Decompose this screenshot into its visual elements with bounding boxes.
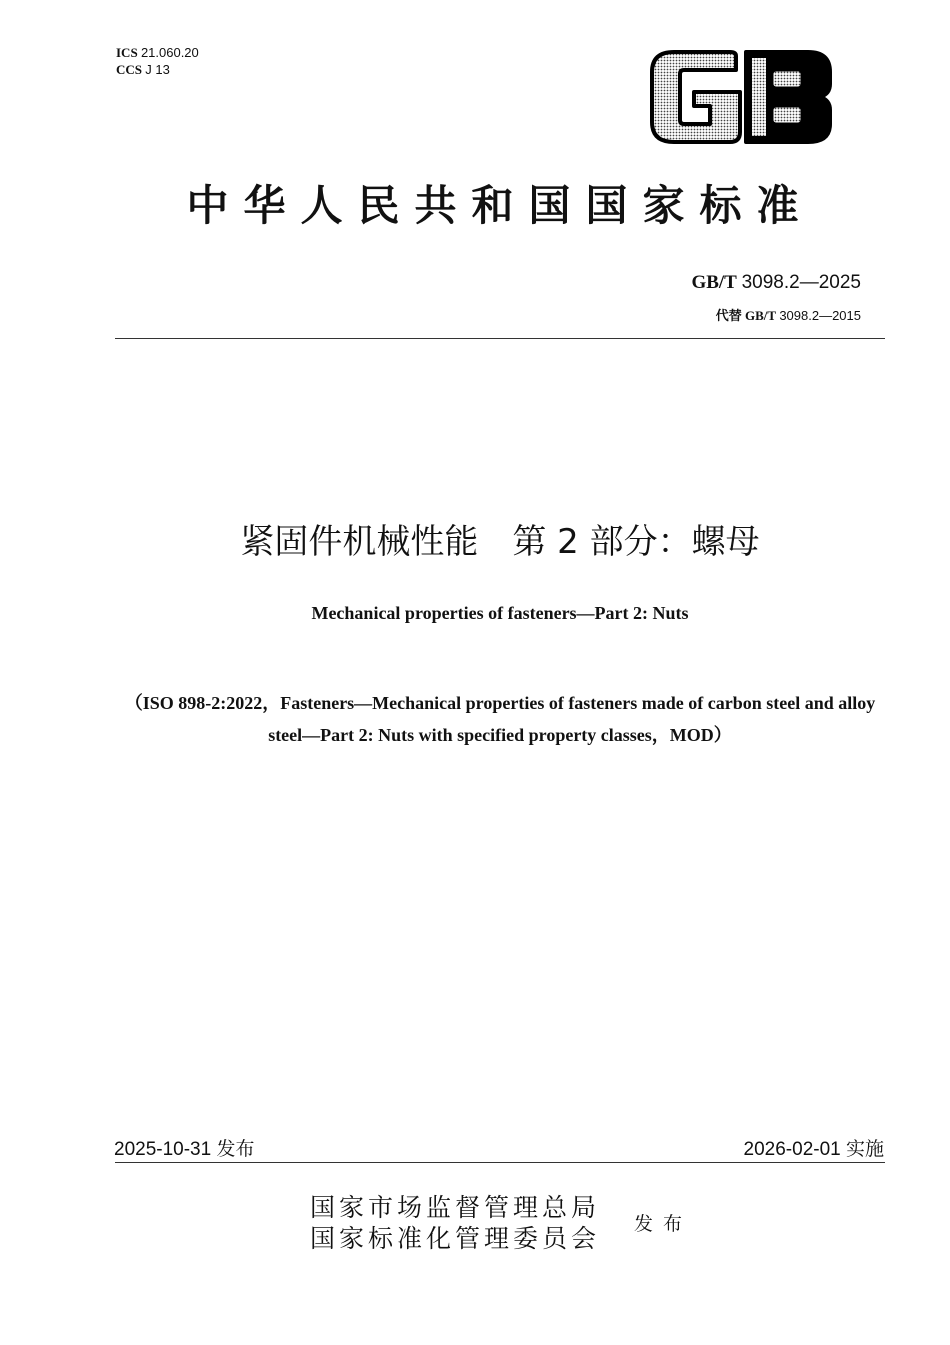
classification-codes <box>116 44 199 78</box>
ccs-value: J 13 <box>145 62 170 77</box>
issue-date: 2025-10-31 发布 <box>114 1139 255 1160</box>
document-title-english: Mechanical properties of fasteners—Part 2: Nuts <box>311 603 689 623</box>
publish-label: 发布 <box>634 1213 693 1235</box>
implementation-date: 2026-02-01 实施 <box>743 1139 884 1160</box>
gb-logo <box>648 50 834 144</box>
national-standard-title: 中华人民共和国国家标准 <box>186 181 814 230</box>
header-divider <box>115 338 885 339</box>
issuer-sac: 国家标准化管理委员会 <box>310 1224 601 1253</box>
footer-divider <box>115 1162 885 1163</box>
ccs-label: CCS <box>116 62 143 77</box>
ics-code <box>116 44 199 61</box>
issuer-samr: 国家市场监督管理总局 <box>310 1193 601 1222</box>
standard-code: 3098.2—2025 <box>741 272 861 293</box>
iso-reference: （ISO 898-2:2022，Fasteners—Mechanical properties of fasteners made of carbon steel and alloy steel—Part 2: Nuts with specified property classes，MOD） <box>124 693 876 745</box>
replaces-code: 3098.2—2015 <box>779 308 861 323</box>
ccs-code <box>116 61 199 78</box>
standard-prefix: GB/T <box>691 272 737 293</box>
document-title-chinese: 紧固件机械性能 第 2 部分：螺母 <box>240 522 760 562</box>
standard-number <box>691 272 861 294</box>
replaces-note <box>716 305 861 324</box>
ics-label: ICS <box>116 45 138 60</box>
ics-value: 21.060.20 <box>140 45 199 60</box>
replaces-prefix: 代替 GB/T <box>715 308 777 323</box>
